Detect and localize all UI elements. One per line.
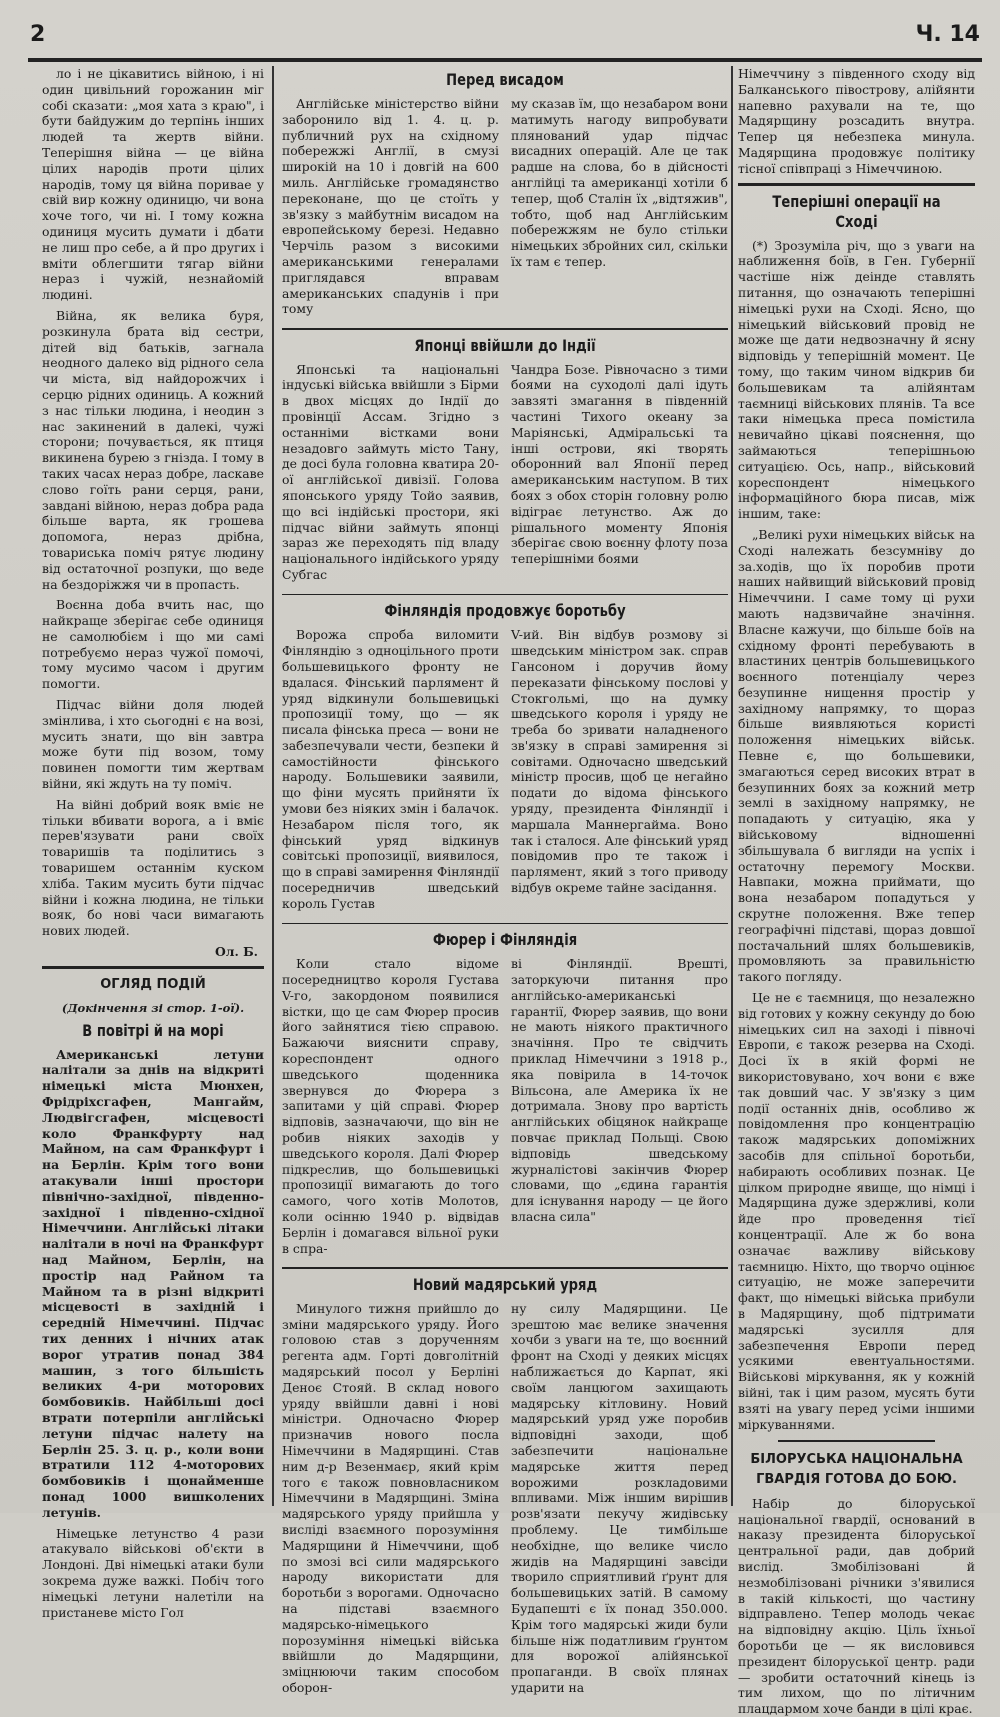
paragraph: Німецьке летунство 4 рази атакувало військові об'єкти в Лондоні. Дві німецькі атаки були зокрема дуже важкі. Побіч того німецькі летуни налетіли на пристаневе місто Гол: [42, 1525, 264, 1620]
paragraph: Воєнна доба вчить нас, що найкраще зберігає себе одиниця не самолюбієм і що ми самі потребуємо нераз чужої помочі, тому мусимо часом і другим помогти.: [42, 597, 264, 692]
paragraph: Чандра Бозе. Рівночасно з тими боями на суходолі далі ідуть завзяті змагання в південній частині Тихого океану за Маріянські, Адміральські та інші острови, які творять оборонний вал Японії перед американським наступом. В тих боях з обох сторін головну ролю відіграє летунство. Аж до рішального моменту Японія зберігає свою воєнну флоту поза теперішніми боями: [511, 361, 728, 567]
section-divider: [282, 1267, 728, 1269]
top-rule: [28, 58, 982, 62]
paragraph: Японські та національні індуські війська ввійшли з Бірми в двох місцях до Індії до провінції Ассам. Згідно з останніми вістками вони незадовго займуть місто Тану, де досі була головна кватира 20-ої англійської дивізії. Голова японського уряду Тойо заявив, що всі індійські простори, які підчас війни займуть японці зараз же переходять під владу національного індійського уряду Субгас: [282, 361, 499, 583]
paragraph: Набір до білоруської національної гвардії, оснований в наказу президента білоруської центральної ради, дав добрий вислід. Змобілізовані й незмобілізовані річники з'явилися в такій кількості, що частину відправлено. Тепер молодь чекає на відповідну акцію. Ціль їхньої боротьби це — як висловився президент білоруської центр. ради — зробити остаточний кінець із тим лихом, що по літичним плацдармом хоче банди в цілі крає.: [738, 1495, 975, 1717]
paragraph: „Великі рухи німецьких військ на Сході належать безсумніву до за.ходів, що їх поробив проти наших найвищий військовий провід Німеччини. І саме тому ці рухи мають надзвичайне значіння. Власне кажучи, що більше боїв на східному фронті перебувають в властиних центрів большевицького воєнного потенціалу через безупинне нищення простір у західному напрямку, то щораз більше виявляються користі положення німецьких військ. Певне є, що большевики, змагаються серед високих втрат в безупинних боях за кожний метр землі в західному напрямку, не попадають у ситуацію, яка у військовому відношенні збільшувала б вигляди на успіх і остаточну перемогу Москви. Навпаки, можна приймати, що вона незабаром попадуться у скрутне положення. Вже тепер географічні підставі, щораз довшої постачальний шлях большевиків, промовляють за правильністю такого погляду.: [738, 526, 975, 985]
paragraph: Американські летуни налітали за днів на відкриті німецькі міста Мюнхен, Фрідріхсгафен, Мангайм, Людвігсгафен, місцевості коло Франкфурту над Майном, на сам Франкфурт і на Берлін. Крім того вони атакували інші простори північно-західної, південно-західної і південно-східної Німеччини. Англійські літаки налітали в ночі на Франкфурт над Майном, Берлін, на простір над Райном та Майном та в різні відкриті місцевості в західній і середній Німеччині. Підчас тих денних і нічних атак ворог утратив понад 384 машин, з того більшість великих 4-ри моторових бомбовиків. Найбільші досі втрати потерпіли англійські летуни підчас налету на Берлін 25. 3. ц. р., коли вони втратили 112 4-моторових бомбовиків і щонайменше понад 1000 вишколених летунів.: [42, 1046, 264, 1520]
article-heading: БІЛОРУСЬКА НАЦІОНАЛЬНА ГВАРДІЯ ГОТОВА ДО БОЮ.: [750, 1451, 963, 1487]
section-divider: [282, 328, 728, 330]
section-heading: ОГЛЯД ПОДІЙ: [100, 976, 206, 992]
middle-column: [282, 66, 728, 1695]
page-number-left: 2: [30, 22, 46, 47]
section-divider: [738, 183, 975, 186]
right-column: [738, 66, 975, 1717]
paragraph: V-ий. Він відбув розмову зі шведським міністром зак. справ Гансоном і доручив йому переказати фінському послові у Стокгольмі, що на думку шведського короля і уряду не треба бо зривати наладненого зв'язку в справі замирення зі совітами. Одночасно шведський міністр просив, щоб це негайно подати до відома фінського уряду, президента Фінляндії і маршала Маннергайма. Воно так і сталося. Але фінський уряд повідомив про те також і парлямент, який з того приводу відбув окреме тайне засідання.: [511, 627, 728, 896]
paragraph: ну силу Мадярщини. Це зрештою має велике значення хочби з уваги на те, що воєнний фронт на Сході у деяких місцях наближається до Карпат, які своїм ланцюгом захищають мадярську кітловину. Новий мадярський уряд уже поробив відповідні заходи, щоб забезпечити національне мадярське життя перед ворожими розкладовими впливами. Між іншим вирішив розв'язати пекучу жидівську проблему. Це тимбільше необхідне, що велике число жидів на Мадярщині завсіди творило сприятливий ґрунт для большевицьких затій. В самому Будапешті є їх понад 350.000. Крім того мадярські жиди були більше ніж податливим ґрунтом для ворожої алійянської пропаганди. В своїх плянах ударити на: [511, 1300, 728, 1695]
paragraph: ві Фінляндії. Врешті, заторкуючи питання про англійсько-американські гарантії, Фюрер заявив, що вони не мають ніякого практичного значіння. Про те свідчить приклад Німеччини з 1918 р., яка повірила в 14-точок Вільсона, але Америка їх не дотримала. Знову про вартість англійських обіцянок найкраще повчає приклад Польщі. Свою відповідь шведському журналістові закінчив Фюрер словами, що „єдина гарантія для існування народу — це його власна сила": [511, 956, 728, 1224]
section-divider: [282, 923, 728, 925]
article-heading: Фінляндія продовжує боротьбу: [384, 601, 626, 621]
article-heading: Новий мадярський уряд: [412, 1274, 598, 1294]
section-subheading: (Докінчення зі стор. 1-ої).: [61, 1000, 245, 1015]
article-heading: Японці ввійшли до Індії: [414, 335, 596, 355]
paragraph: Це не є таємниця, що незалежно від готових у кожну секунду до бою німецьких сил на заході і півночі Европи, є також резерва на Сході. Досі їх в якій формі не використовувано, хоч вони є вже так довший час. У зв'язку з цим події останніх днів, особливо ж повідомлення про концентрацію також мадярських допоміжних засобів для спільної боротьби, набирають особливих познак. Це цілком природне явище, що німці і Мадярщина дуже здержливі, коли йде про проведення тієї концентрації. Але ж бо вона означає важливу військову таємницю. Ніхто, що творчо оцінює ситуацію, не може заперечити факт, що німецькі війська прибули в Мадярщину, щоб підтримати мадярські зусилля для забезпечення Европи перед усякими евентуальностями. Військові міркування, як у кожній війні, так і цим разом, мусять бути взяті на увагу перед усіми іншими міркуваннями.: [738, 990, 975, 1432]
left-column: [42, 66, 264, 1620]
paragraph: Ворожа спроба виломити Фінляндію з одноцільного проти большевицького фронту не вдалася. Фінський парлямент й уряд відкинули большевицькі пропозиції тому, що — як писала фінська преса — вони не забезпечували чести, безпеки й самостійности фінського народу. Большевики заявили, що фіни мусять прийняти їх умови без ніяких змін і балачок. Незабаром після того, як фінський уряд відкинув совітські пропозиції, виявилося, що в справі замирення Фінляндії посередничив шведський король Густав: [282, 627, 499, 911]
section-divider: [42, 966, 264, 969]
paragraph: ло і не цікавитись війною, і ні один цивільний горожанин міг собі сказати: „моя хата з краю", і бути байдужим до терпінь інших людей та жертв війни. Теперішня війна — це війна цілих народів проти цілих народів, тому ця війна поривае у свій вир кожну одиницю, чи вона хоче того, чи ні. І тому кожна одиниця мусить думати і дбати не лиш про себе, а й про других і вміти облегшити тягар війни нераз і чужій, незнайомій людині.: [42, 66, 264, 303]
paragraph: (*) Зрозуміла річ, що з уваги на наближення боїв, в Ген. Губернії частіше ніж деінде ставлять питання, що означають теперішні німецькі рухи на Сході. Ясно, що німецький військовий провід не може ще дати недвозначну й ясну відповідь у теперішній момент. Це тому, що таким чином відкрив би большевикам та алійянтам таємниці військових плянів. Та все таки німецька преса помістила невичайно цікаві пояснення, що займаються теперішньою ситуацією. Ось, напр., військовий кореспондент німецького інформаційного бюра писав, між іншим, таке:: [738, 237, 975, 522]
section-divider: [282, 594, 728, 596]
column-divider: [272, 66, 274, 1506]
paragraph: му сказав їм, що незабаром вони матимуть нагоду випробувати плянований удар підчас висадних операцій. Але це так радше на слова, бо в дійсності англійці та американці хотіли б тепер, щоб Сталін їх „відтяжив", тобто, щоб над Англійським побережжям не було стільки німецьких збройних сил, скільки їх там є тепер.: [511, 96, 728, 269]
section-divider: [778, 1440, 935, 1442]
paragraph: Коли стало відоме посередництво короля Густава V-го, закордоном появилися вістки, що це сам Фюрер просив його зайнятися тією справою. Бажаючи вияснити справу, кореспондент одного шведського щоденника звернувся до Фюрера з запитами у цій справі. Фюрер відповів, зазначаючи, що він не робив ніяких заходів у шведського короля. Далі Фюрер підкреслив, що большевицькі пропозиції вимагають до того самого, чого хотів Молотов, коли осінню 1940 р. відвідав Берлін і домагався вільної руки в спра-: [282, 956, 499, 1256]
article-heading: В повітрі й на морі: [82, 1020, 224, 1040]
paragraph: Німеччину з південного сходу від Балканського півострову, алійянти напевно рахували на те, що Мадярщину розсадить внутра. Тепер ця небезпека минула. Мадярщина продовжує політику тісної співпраці з Німеччиною.: [738, 66, 975, 176]
article-heading: Теперішні операції на Сході: [772, 191, 941, 231]
paragraph: Підчас війни доля людей змінлива, і хто сьогодні є на возі, мусить знати, що він завтра може бути під возом, тому повинен помогти тим жертвам війни, які ждуть на ту поміч.: [42, 697, 264, 792]
paragraph: Війна, як велика буря, розкинула брата від сестри, дітей від батьків, загнала неодного далеко від рідного села чи міста, від найдорожчих і серцю рідних одиниць. А кожний з нас тільки людина, і неодин з нас закинений в далекі, чужі сторони; почувається, як птиця викинена бурею з гнізда. І тому в таких часах нераз добре, ласкаве слово гоїть рани серця, рани, завдані війною, нераз добра рада більше варта, як грошева допомога, нераз дрібна, товариська поміч рятує людину від остаточної розпуки, що веде на бездоріжжя чи в пропасть.: [42, 307, 264, 592]
column-divider: [731, 66, 733, 1506]
article-heading: Перед висадом: [446, 70, 564, 89]
article-heading: Фюрер і Фінляндія: [432, 930, 578, 950]
article-author: Ол. Б.: [214, 944, 258, 960]
paragraph: Минулого тижня прийшло до зміни мадярського уряду. Його головою став з дорученням регента адм. Горті довголітній мадярський посол у Берліні Деноє Стояй. В склад нового уряду ввійшли давні і нові міністри. Одночасно Фюрер призначив нового посла Німеччини в Мадярщині. Став ним д-р Везенмаєр, який крім того є також повновласником Німеччини в Мадярщині. Зміна мадярського уряду прийшла у висліді взаємного порозуміння Мадярщини й Німеччини, щоб по змозі всі сили мадярського народу використати для боротьби з ворогами. Одночасно на підставі взаємного мадярсько-німецького порозуміння німецькі війська ввійшли до Мадярщини, зміцнюючи таким способом оборон-: [282, 1300, 499, 1695]
page-number-right: Ч. 14: [915, 22, 980, 47]
paragraph: Англійське міністерство війни заборонило від 1. 4. ц. р. публичний рух на східному побережжі Англії, в смузі широкій на 10 і довгій на 600 миль. Англійське громадянство переконане, що це стоїть у зв'язку з майбутнім висадом на европейському березі. Недавно Черчіль разом з високими американськими генералами приглядався вправам американських спадунів і при тому: [282, 96, 499, 317]
paragraph: На війні добрий вояк вміє не тільки вбивати ворога, а і вміє перев'язувати рани своїх товаришів та поділитись з товаришем останнім куском хліба. Таким мусить бути підчас війни і кожна людина, не тільки вояк, бо нові часи вимагають нових людей.: [42, 796, 264, 939]
